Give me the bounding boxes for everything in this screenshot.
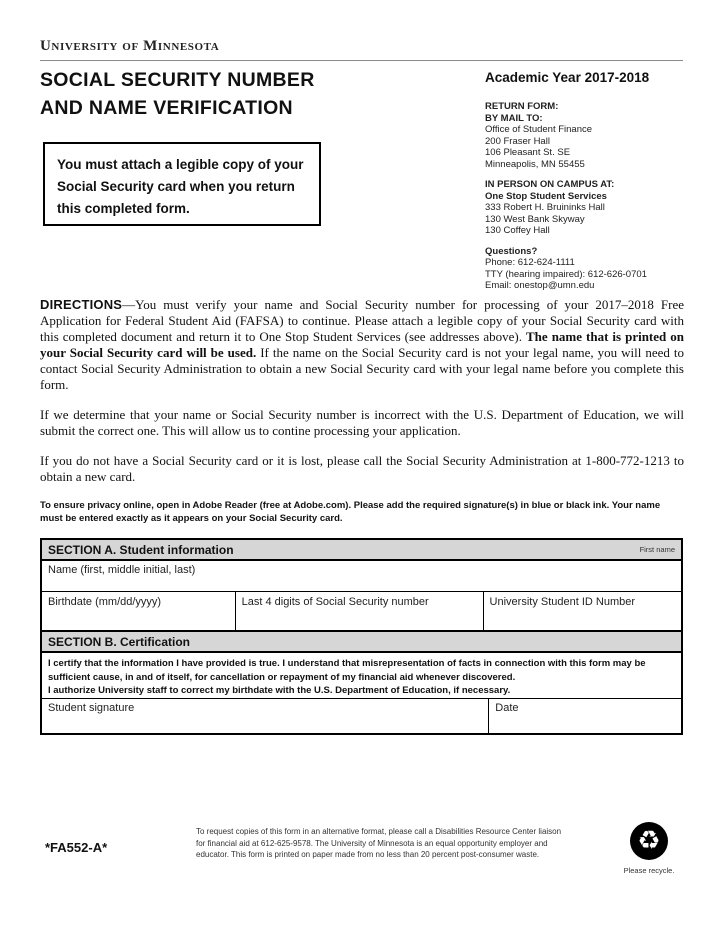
in-person-line: 130 Coffey Hall [485,225,550,236]
section-a-fields-row [42,592,681,632]
directions-paragraph-1 [40,297,684,393]
directions-p1-before: —You must verify your name and Social Security number for processing of your 2017–2018 Free Application for Federal Student Aid (FAFSA) to continue. Please attach a legible copy of your Social Security card with this completed document and return it to One Stop Student Services (see addresses above). [40,297,684,344]
header-divider [40,60,683,61]
by-mail-line: 106 Pleasant St. SE [485,147,571,158]
by-mail-line: Office of Student Finance [485,124,593,135]
return-form-heading-group [485,101,685,170]
section-b-header [42,632,681,653]
directions-p1-after: If the name on the Social Security card is not your legal name, you will need to contact Social Security Administration to obtain a new Social Security card with your legal name before you complete this form. [40,345,684,392]
in-person-group [485,179,685,237]
certification-text-2: I authorize University staff to correct my birthdate with the U.S. Department of Education, if necessary. [48,685,511,696]
academic-year-label: Academic Year 2017-2018 [485,70,650,85]
ssn-last4-field-label: Last 4 digits of Social Security number [241,596,429,608]
by-mail-label: BY MAIL TO: [485,112,543,124]
attach-copy-warning-box [43,142,321,226]
directions-label: DIRECTIONS [40,297,123,312]
recycle-icon [630,822,668,860]
in-person-line: 130 West Bank Skyway [485,213,585,225]
directions-block [40,297,684,525]
ssn-last4-field-cell[interactable] [236,592,484,630]
return-form-heading: RETURN FORM: [485,101,559,112]
first-name-hint: First name [639,545,675,554]
by-mail-line: Minneapolis, MN 55455 [485,158,585,170]
footer-note: To request copies of this form in an alternative format, please call a Disabilities Resource Center liaison for financial aid at 612-625-9578. The University of Minnesota is an equal opportunity employer and educator. This form is printed on paper made from no less than 20 percent post-consumer waste. [196,827,562,859]
directions-paragraph-3: If you do not have a Social Security card or it is lost, please call the Social Security Administration at 1-800-772-1213 to obtain a new card. [40,453,684,484]
certification-text-cell [42,653,681,699]
in-person-line: 333 Robert H. Bruininks Hall [485,202,605,213]
directions-p1-bold: The name that is printed on your Social Security card will be used. [40,329,684,360]
section-a-header [42,540,681,561]
attach-copy-warning-text: You must attach a legible copy of your Social Security card when you return this completed form. [57,157,304,216]
signature-row [42,699,681,733]
birthdate-field-cell[interactable] [42,592,236,630]
university-wordmark: University of Minnesota [40,38,220,54]
page-title [40,66,460,122]
page-title-line2: AND NAME VERIFICATION [40,97,293,119]
recycle-glyph: ♻ [637,826,661,856]
birthdate-field-label: Birthdate (mm/dd/yyyy) [48,596,162,608]
questions-label: Questions? [485,245,538,257]
student-signature-label: Student signature [48,702,135,714]
section-b-title: SECTION B. Certification [48,634,191,649]
student-id-field-label: University Student ID Number [489,596,636,608]
section-a-title: SECTION A. Student information [48,542,234,557]
questions-group [485,246,685,292]
questions-line: TTY (hearing impaired): 612-626-0701 [485,268,647,280]
by-mail-line: 200 Fraser Hall [485,135,550,147]
date-field-label: Date [495,702,519,714]
date-field-cell[interactable] [489,699,681,733]
student-signature-field-cell[interactable] [42,699,489,733]
return-form-info [485,101,685,301]
page-title-line1: SOCIAL SECURITY NUMBER [40,69,315,91]
certification-text-1: I certify that the information I have provided is true. I understand that misrepresentation of facts in connection with this form may be sufficient cause, in and of itself, for cancellation or repayment of my financial aid whenever discovered. [48,658,646,683]
in-person-label: IN PERSON ON CAMPUS AT: [485,179,615,190]
recycle-label: Please recycle. [623,866,675,875]
name-field-cell[interactable] [42,561,681,592]
form-code: *FA552-A* [45,840,108,855]
in-person-org: One Stop Student Services [485,190,607,202]
student-id-field-cell[interactable] [484,592,681,630]
questions-line: Email: onestop@umn.edu [485,280,595,291]
form-table [40,538,683,735]
privacy-note: To ensure privacy online, open in Adobe Reader (free at Adobe.com). Please add the required signature(s) in blue or black ink. Your name must be entered exactly as it appears on your Social Security card. [40,500,661,524]
directions-paragraph-2: If we determine that your name or Social Security number is incorrect with the U.S. Department of Education, we will submit the correct one. This will allow us to contine processing your application. [40,407,684,438]
questions-line: Phone: 612-624-1111 [485,257,575,268]
name-field-label: Name (first, middle initial, last) [48,564,196,576]
recycle-block [613,822,685,875]
